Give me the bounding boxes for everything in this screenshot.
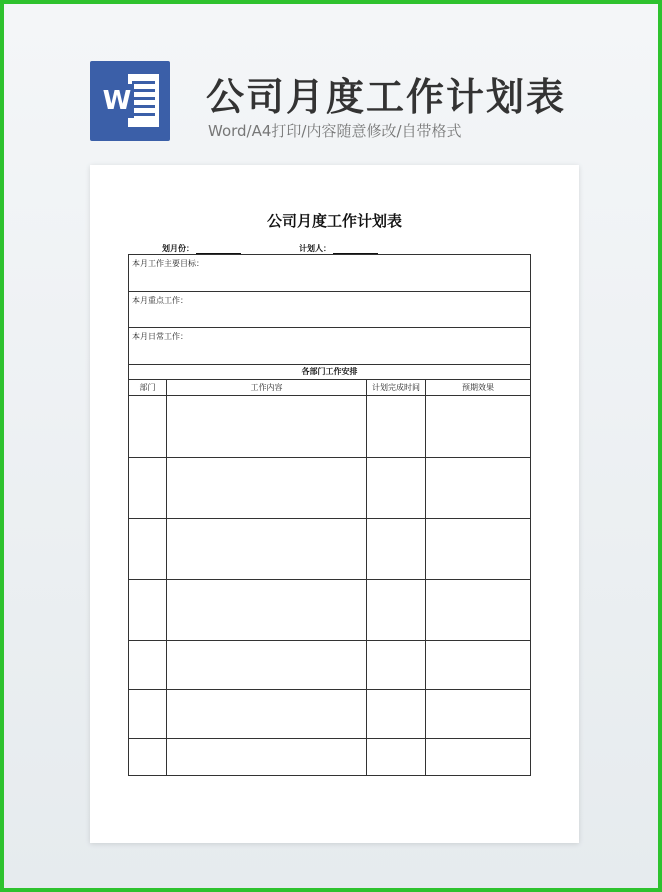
table-cell (367, 690, 426, 738)
focus-label: 本月重点工作： (132, 296, 188, 305)
table-cell (426, 690, 530, 738)
table-cell (426, 739, 530, 775)
table-cell (367, 739, 426, 775)
goals-box (129, 255, 530, 292)
table-cell (367, 641, 426, 689)
page-subtitle: Word/A4打印/内容随意修改/自带格式 (208, 122, 462, 140)
table-cell (129, 690, 167, 738)
focus-box (129, 292, 530, 328)
word-icon-line (132, 113, 155, 116)
table-cell (129, 519, 167, 579)
word-icon (90, 61, 170, 141)
word-icon-line (132, 105, 155, 108)
month-label: 划月份： (162, 243, 194, 253)
table-cell (167, 739, 367, 775)
table-row (129, 458, 530, 519)
table-cell (426, 519, 530, 579)
table-cell (167, 690, 367, 738)
table-row (129, 580, 530, 641)
page-title: 公司月度工作计划表 (206, 75, 567, 119)
table-cell (167, 458, 367, 518)
word-icon-line (132, 97, 155, 100)
planner-blank (333, 245, 378, 254)
month-blank (196, 245, 241, 254)
document-sheet (90, 165, 579, 843)
daily-box (129, 328, 530, 365)
table-cell (129, 396, 167, 457)
table-row (129, 739, 530, 775)
table-cell (129, 458, 167, 518)
word-icon-line (132, 81, 155, 84)
word-icon-line (132, 89, 155, 92)
column-header: 工作内容 (167, 380, 367, 395)
table-cell (367, 396, 426, 457)
table-cell (426, 641, 530, 689)
goals-label: 本月工作主要目标： (132, 259, 204, 268)
table-cell (426, 580, 530, 640)
table-row (129, 690, 530, 739)
table-cell (367, 458, 426, 518)
table-cell (426, 396, 530, 457)
word-icon-letter: W (100, 84, 134, 118)
table-row (129, 519, 530, 580)
plan-table (128, 254, 531, 776)
daily-label: 本月日常工作： (132, 332, 188, 341)
table-cell (367, 580, 426, 640)
column-header: 预期效果 (462, 383, 494, 392)
table-cell (426, 458, 530, 518)
planner-label: 计划人： (299, 243, 331, 253)
planner-field (299, 243, 378, 254)
table-header-row (129, 380, 530, 396)
section-title: 各部门工作安排 (129, 365, 530, 380)
table-cell (167, 641, 367, 689)
table-cell (167, 396, 367, 457)
table-cell (167, 519, 367, 579)
table-cell (129, 580, 167, 640)
table-row (129, 641, 530, 690)
month-field (162, 243, 241, 254)
table-cell (129, 739, 167, 775)
table-row (129, 396, 530, 458)
table-cell (167, 580, 367, 640)
column-header: 计划完成时间 (367, 380, 426, 395)
table-cell (129, 641, 167, 689)
table-cell (367, 519, 426, 579)
document-title: 公司月度工作计划表 (266, 212, 402, 230)
column-header: 部门 (129, 380, 167, 395)
